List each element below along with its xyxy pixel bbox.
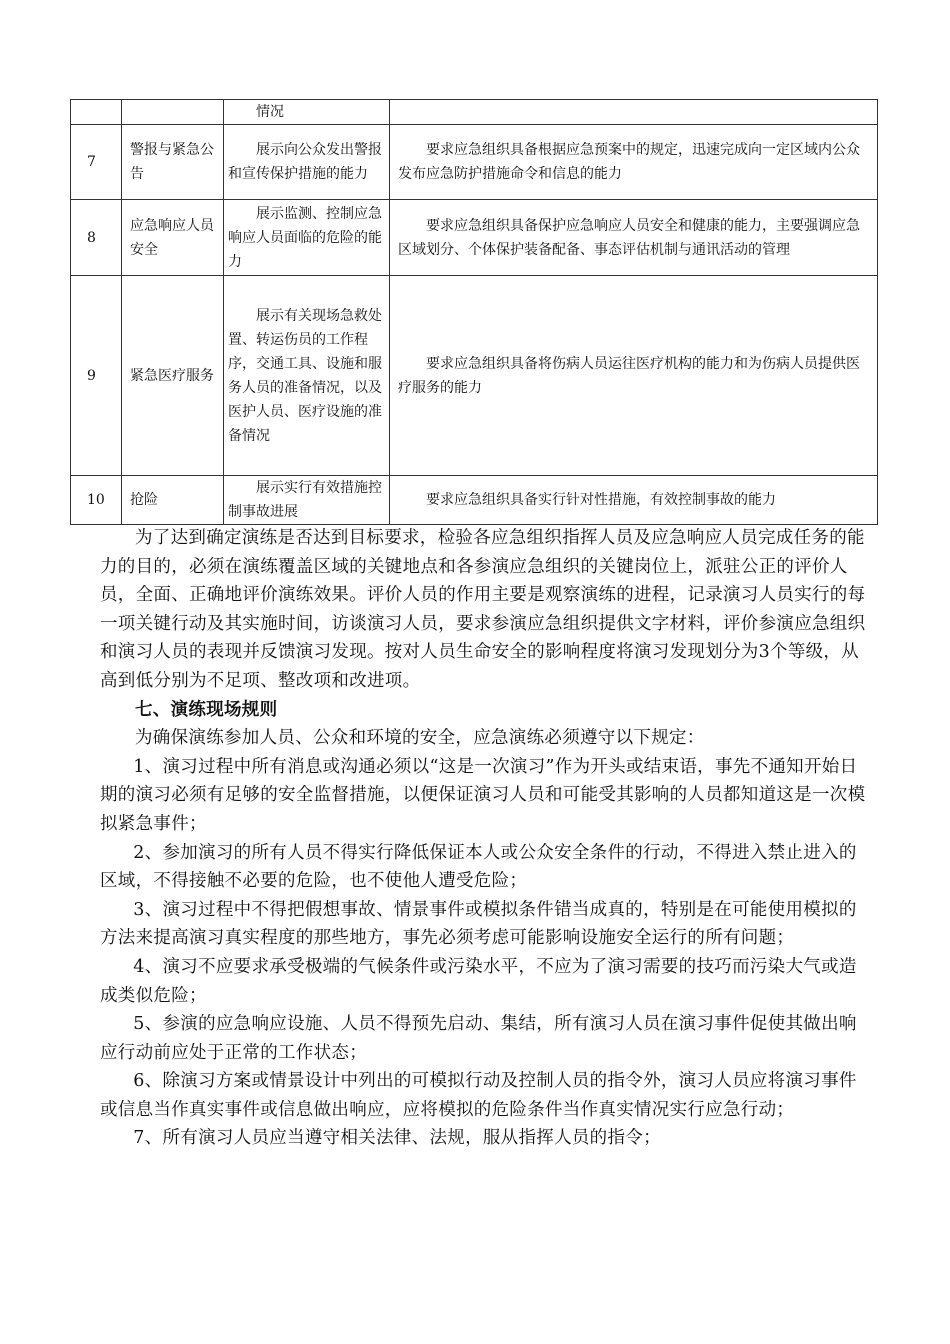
rule-item: 2、参加演习的所有人员不得实行降低保证本人或公众安全条件的行动，不得进入禁止进入的区域，不得接触不必要的危险，也不使他人遭受危险； — [100, 842, 857, 892]
row-item: 警报与紧急公告 — [122, 125, 224, 200]
row-item: 紧急医疗服务 — [122, 276, 224, 476]
rule-item: 4、演习不应要求承受极端的气候条件或污染水平，不应为了演习需要的技巧而污染大气或造成类似危险； — [100, 956, 857, 1006]
evaluation-paragraph: 为了达到确定演练是否达到目标要求，检验各应急组织指挥人员及应急响应人员完成任务的能力的目的，必须在演练覆盖区域的关键地点和各参演应急组织的关键岗位上，派驻公正的评价人员，全面、正确地评价演练效果。评价人员的作用主要是观察演练的进程，记录演习人员实行的每一项关键行动及其实施时间，访谈演习人员，要求参演应急组织提供文字材料，评价参演应急组织和演习人员的表现并反馈演习发现。按对人员生命安全的影响程度将演习发现划分为3个等级，从高到低分别为不足项、整改项和改进项。 — [100, 528, 866, 691]
table-row — [71, 476, 878, 525]
row-number: 8 — [71, 200, 122, 276]
table-row — [71, 200, 878, 276]
evaluation-table — [70, 99, 878, 525]
row-number — [71, 100, 122, 125]
table-row — [71, 125, 878, 200]
row-demo: 展示实行有效措施控制事故进展 — [224, 476, 390, 525]
row-requirement: 要求应急组织具备保护应急响应人员安全和健康的能力，主要强调应急区域划分、个体保护装备配备、事态评估机制与通讯活动的管理 — [390, 200, 878, 276]
document-body — [100, 524, 870, 1153]
row-requirement: 要求应急组织具备将伤病人员运往医疗机构的能力和为伤病人员提供医疗服务的能力 — [390, 276, 878, 476]
row-demo: 情况 — [224, 100, 390, 125]
row-demo: 展示有关现场急救处置、转运伤员的工作程序，交通工具、设施和服务人员的准备情况，以及医护人员、医疗设施的准备情况 — [224, 276, 390, 476]
rule-item: 7、所有演习人员应当遵守相关法律、法规，服从指挥人员的指令； — [133, 1128, 661, 1149]
rules-intro: 为确保演练参加人员、公众和环境的安全，应急演练必须遵守以下规定： — [135, 728, 705, 749]
row-requirement: 要求应急组织具备根据应急预案中的规定，迅速完成向一定区域内公众发布应急防护措施命令和信息的能力 — [390, 125, 878, 200]
row-number: 9 — [71, 276, 122, 476]
rule-item: 5、参演的应急响应设施、人员不得预先启动、集结，所有演习人员在演习事件促使其做出响应行动前应处于正常的工作状态； — [100, 1014, 857, 1063]
row-demo: 展示向公众发出警报和宣传保护措施的能力 — [224, 125, 390, 200]
row-item — [122, 100, 224, 125]
row-number: 7 — [71, 125, 122, 200]
rule-item: 6、除演习方案或情景设计中列出的可模拟行动及控制人员的指令外，演习人员应将演习事件或信息当作真实事件或信息做出响应，应将模拟的危险条件当作真实情况实行应急行动； — [100, 1071, 857, 1120]
row-requirement — [390, 100, 878, 125]
row-number: 10 — [71, 476, 122, 525]
table-row — [71, 276, 878, 476]
row-item: 抢险 — [122, 476, 224, 525]
table-row — [71, 100, 878, 125]
section-heading: 七、演练现场规则 — [135, 699, 278, 720]
rule-item: 1、演习过程中所有消息或沟通必须以“这是一次演习”作为开头或结束语，事先不通知开始日期的演习必须有足够的安全监督措施，以便保证演习人员和可能受其影响的人员都知道这是一次模拟紧急事件； — [100, 756, 866, 834]
rule-item: 3、演习过程中不得把假想事故、情景事件或模拟条件错当成真的，特别是在可能使用模拟的方法来提高演习真实程度的那些地方，事先必须考虑可能影响设施安全运行的所有问题； — [100, 899, 857, 949]
row-demo: 展示监测、控制应急响应人员面临的危险的能力 — [224, 200, 390, 276]
row-requirement: 要求应急组织具备实行针对性措施，有效控制事故的能力 — [390, 476, 878, 525]
row-item: 应急响应人员安全 — [122, 200, 224, 276]
